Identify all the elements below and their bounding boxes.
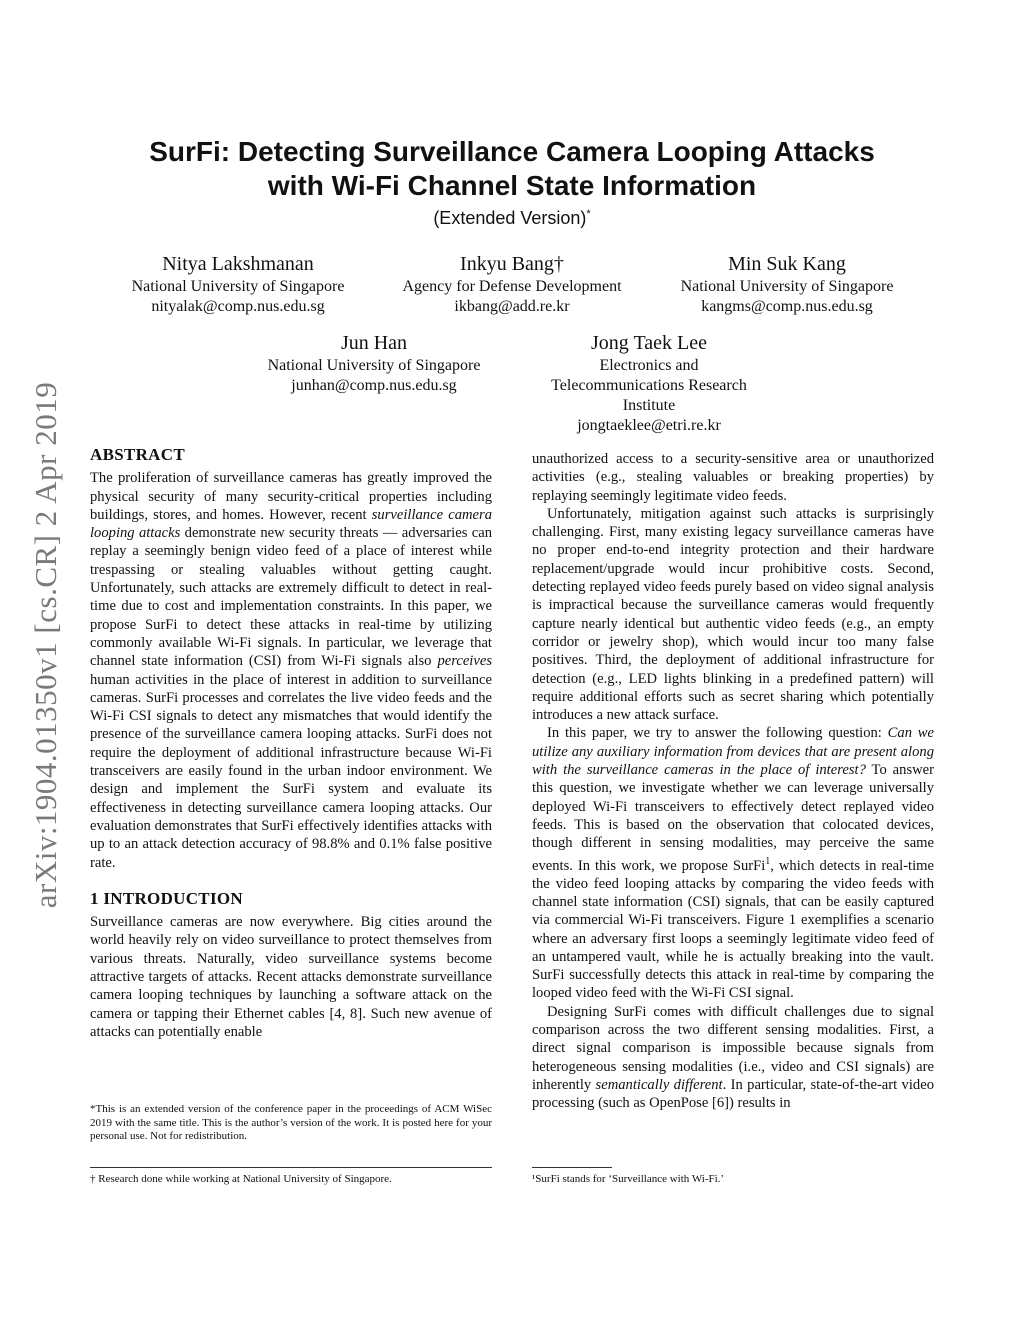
intro-paragraph: Surveillance cameras are now everywhere. Big cities around the world heavily rely on video surveillance to protect themselves from various threats. Naturally, video surveillance systems become attractive targets of attacks. Recent attacks demonstrate surveillance camera looping techniques by launching a software attack on the camera or tapping their Ethernet cables [4, 8]. Such new avenue of attacks can potentially enable [90,914,492,1040]
footnote-extended-version: *This is an extended version of the conference paper in the proceedings of ACM WiSec 2019 with the same title. This is the author’s version of the work. It is posted here for your personal use. Not for redistribution. [90,1103,492,1142]
author-affiliation-line: Institute [622,397,676,414]
paper-subtitle: (Extended Version)* [433,208,591,228]
abstract-paragraph: The proliferation of surveillance cameras has greatly improved the physical security of many security-critical properties including buildings, stores, and homes. However, recent surveillance camera looping attacks demonstrate new security threats — adversaries can replay a seemingly benign video feed of a place of interest while trespassing or stealing valuables without getting caught. Unfortunately, such attacks are extremely difficult to detect in real-time due to cost and implementation constraints. In this paper, we propose SurFi to detect these attacks in real-time by utilizing commonly available Wi-Fi signals. In particular, we leverage that channel state information (CSI) from Wi-Fi signals also perceives human activities in the place of interest in addition to surveillance cameras. SurFi processes and correlates the live video feeds and the Wi-Fi CSI signals to detect any mismatches that would identify the presence of the surveillance camera looping attacks. SurFi does not require the deployment of additional infrastructure because Wi-Fi transceivers are easily found in the urban indoor environment. We design and implement the SurFi system and evaluate its effectiveness in detecting surveillance camera looping attacks. Our evaluation demonstrates that SurFi effectively identifies attacks with up to an attack detection accuracy of 98.8% and 0.1% false positive rate. [90,470,492,871]
author-email: junhan@comp.nus.edu.sg [291,377,457,394]
author-name: Jong Taek Lee [591,332,707,354]
left-column [90,446,492,1041]
right-column [532,450,934,1113]
author-affiliation: National University of Singapore [680,278,894,295]
author-block-4 [244,330,504,396]
body-paragraph: Designing SurFi comes with difficult challenges due to signal comparison across the two different sensing modalities. First, a direct signal comparison is impossible because signals from heterogeneous sensing modalities (i.e., video and CSI signals) are inherently semantically different. In particular, state-of-the-art video processing (such as OpenPose [6]) results in [532,1003,934,1112]
author-name: Jun Han [340,332,408,354]
author-block-2 [382,251,642,317]
author-name: Nitya Lakshmanan [162,253,314,275]
paper-title-line-1: SurFi: Detecting Surveillance Camera Looping Attacks [149,136,875,167]
paper-title-line-2: with Wi-Fi Channel State Information [267,170,757,201]
author-affiliation-line: Telecommunications Research [551,377,747,394]
author-name: Min Suk Kang [728,253,846,275]
author-block-3 [657,251,917,317]
author-affiliation-line: Electronics and [599,357,699,374]
introduction-heading: 1 INTRODUCTION [90,888,243,908]
author-affiliation: Agency for Defense Development [402,278,622,295]
author-block-5 [519,330,779,436]
body-paragraph: unauthorized access to a security-sensitive area or unauthorized activities (e.g., stealing valuables or breaking properties) by replaying seemingly legitimate video feeds. [532,451,934,504]
body-paragraph: In this paper, we try to answer the following question: Can we utilize any auxiliary information from devices that are present along with the surveillance cameras in the place of interest? To answer this question, we investigate whether we can leverage universally deployed Wi-Fi transceivers to effectively detect replayed video feeds. This is based on the observation that colocated devices, though different in sensing modalities, may perceive the same events. In this work, we propose SurFi$^1$, which detects in real-time the video feed looping attacks by comparing the video feeds with channel state information (CSI) signals, that can be easily captured via commercial Wi-Fi transceivers. Figure 1 exemplifies a scenario where an adversary first loops a seemingly legitimate video feed of an untampered vault, while he is actually breaking into the vault. SurFi successfully detects this attack in real-time by comparing the looped video feed with the Wi-Fi CSI signal. [532,725,935,1002]
author-email: nityalak@comp.nus.edu.sg [151,298,325,315]
body-paragraph: Unfortunately, mitigation against such attacks is surprisingly challenging. First, many existing legacy surveillance cameras have no proper end-to-end integrity protection and their hardware replacement/upgrade would incur prohibitive costs. Second, detecting replayed video feeds purely based on video signal analysis is impractical because the surveillance cameras would frequently capture nearly identical but authentic video feeds (e.g., an empty corridor or jewelry shop), which would incur too many false positives. Third, the deployment of additional infrastructure for detection (e.g., LED lights blinking in a predefined pattern) will require additional efforts such as secret sharing which potentially introduces a new attack surface. [532,505,934,724]
footnote-rule [90,1167,492,1168]
author-email: kangms@comp.nus.edu.sg [701,298,873,315]
footnote-research-note: † Research done while working at National University of Singapore. [90,1173,392,1185]
footnote-surfi-definition: ¹SurFi stands for ‘Surveillance with Wi-Fi.’ [532,1173,725,1185]
author-name: Inkyu Bang† [460,253,564,275]
abstract-heading: ABSTRACT [90,445,185,464]
author-email: ikbang@add.re.kr [454,298,570,315]
author-block-1 [108,251,368,317]
author-email: jongtaeklee@etri.re.kr [577,417,721,434]
footnote-rule [532,1167,612,1168]
author-affiliation: National University of Singapore [131,278,345,295]
arxiv-side-stamp: arXiv:1904.01350v1 [cs.CR] 2 Apr 2019 [28,381,63,909]
author-affiliation: National University of Singapore [267,357,481,374]
